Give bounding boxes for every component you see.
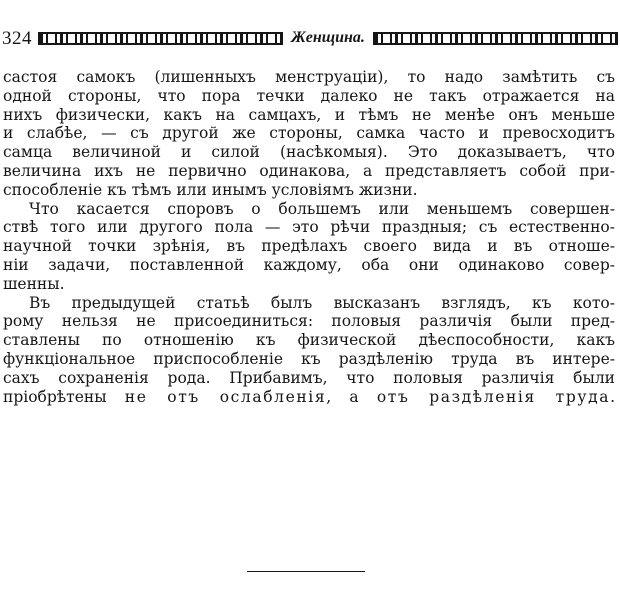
- header-ornament-left: [38, 32, 283, 45]
- text-line: шенны.: [3, 274, 65, 293]
- final-text-line: [3, 388, 615, 407]
- final-line-end: .: [610, 387, 615, 406]
- emphasized-phrase: отъ раздѣленiя труда: [376, 387, 611, 406]
- section-end-rule: [247, 571, 365, 572]
- text-line: сахъ сохраненiя рода. Прибавимъ, что половыя различiя были: [3, 368, 615, 387]
- text-line: нiи задачи, поставленной каждому, оба они одинаково совер-: [3, 255, 615, 274]
- text-line: и слабѣе, — съ другой же стороны, самка часто и превосходитъ: [3, 124, 615, 143]
- running-header: [2, 27, 618, 49]
- text-line: ствѣ того или другого пола — это рѣчи праздныя; съ естественно-: [3, 218, 615, 237]
- page-number: 324: [2, 27, 32, 49]
- text-line: научной точки зрѣнiя, въ предѣлахъ своего вида и въ отноше-: [3, 237, 615, 256]
- text-line: одной стороны, что пора течки далеко не такъ отражается на: [3, 86, 615, 105]
- text-line: Что касается споровъ о большемъ или меньшемъ совершен-: [29, 199, 615, 218]
- text-line: састоя самокъ (лишенныхъ менструацiи), то надо замѣтить съ: [3, 68, 615, 86]
- final-line-start: прiобрѣтены: [3, 387, 125, 406]
- text-line: Въ предыдущей статьѣ былъ высказанъ взглядъ, къ кото-: [29, 293, 615, 312]
- emphasized-phrase: не отъ ослабленiя: [124, 387, 327, 406]
- final-line-middle: , а: [326, 387, 377, 406]
- text-line: способленiе къ тѣмъ или инымъ условiямъ жизни.: [3, 180, 418, 199]
- text-line: величина ихъ не первично одинакова, а представляетъ собой при-: [3, 161, 615, 180]
- text-line: рому нельзя не присоединиться: половыя различiя были пред-: [3, 312, 615, 331]
- running-title: Женщина.: [291, 29, 365, 46]
- body-text: [3, 68, 615, 406]
- header-ornament-right: [373, 32, 618, 45]
- text-line: самца величиной и силой (насѣкомыя). Это доказываетъ, что: [3, 143, 615, 162]
- text-line: нихъ физически, какъ на самцахъ, и тѣмъ не менѣе онъ меньше: [3, 105, 615, 124]
- text-line: функцiональное приспособленiе къ раздѣленiю труда въ интере-: [3, 349, 615, 368]
- text-line: ставлены по отношенiю къ физической дѣеспособности, какъ: [3, 331, 615, 350]
